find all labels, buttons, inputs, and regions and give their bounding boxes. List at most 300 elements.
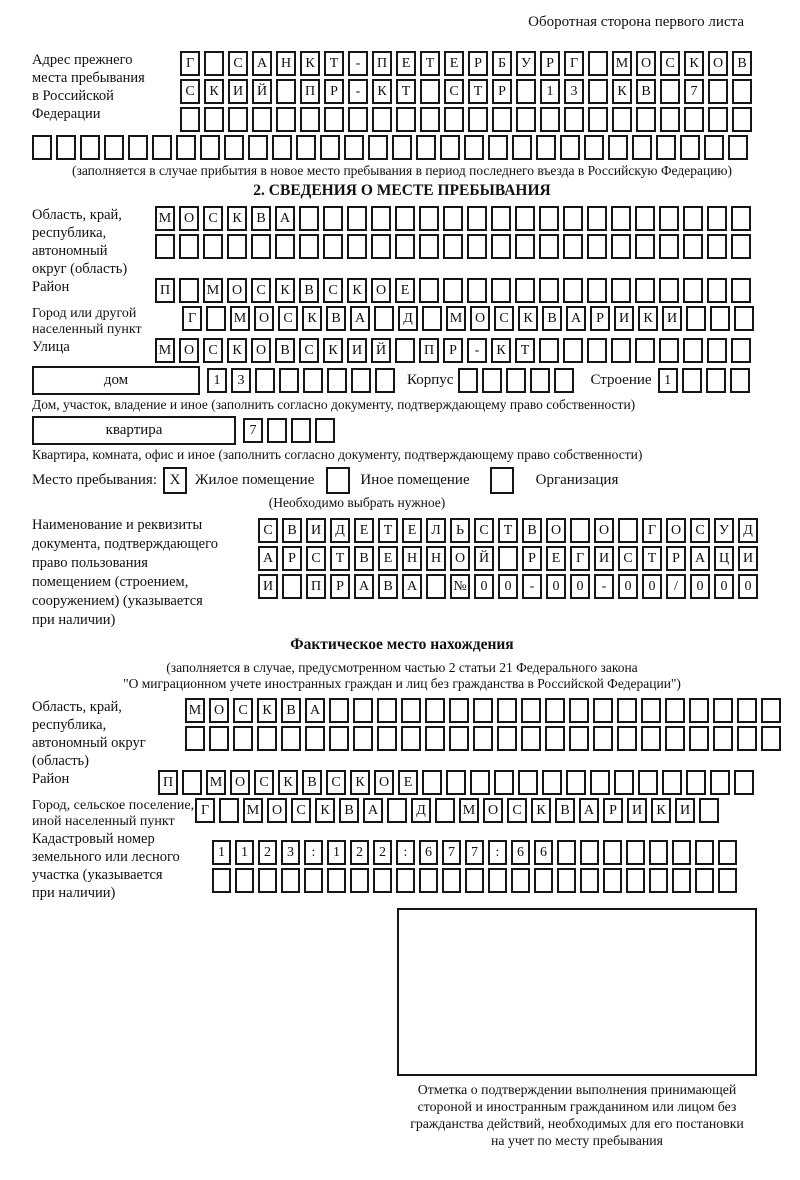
char-cell: И — [614, 306, 634, 331]
char-cell: 3 — [564, 79, 584, 104]
char-cell — [587, 338, 607, 363]
char-cell — [684, 107, 704, 132]
char-cell: 7 — [465, 840, 484, 865]
char-cell — [204, 51, 224, 76]
char-cell — [695, 840, 714, 865]
char-cell — [539, 234, 559, 259]
char-cell — [580, 868, 599, 893]
char-cell — [152, 135, 172, 160]
char-cell — [542, 770, 562, 795]
char-cell: А — [363, 798, 383, 823]
char-cell — [219, 798, 239, 823]
char-cell: А — [305, 698, 325, 723]
char-cell — [371, 234, 391, 259]
char-cell — [564, 107, 584, 132]
char-cell: К — [227, 206, 247, 231]
char-cell: А — [354, 574, 374, 599]
char-cell — [635, 278, 655, 303]
char-cell: П — [300, 79, 320, 104]
char-cell — [649, 840, 668, 865]
char-cell — [375, 368, 395, 393]
char-cell: О — [450, 546, 470, 571]
char-cell: Ц — [714, 546, 734, 571]
char-cell — [329, 698, 349, 723]
char-cell — [708, 79, 728, 104]
char-cell — [491, 234, 511, 259]
char-cell — [588, 107, 608, 132]
char-grid-row — [180, 51, 756, 76]
option-organizaciya-label: Организация — [535, 472, 619, 488]
char-cell — [686, 306, 706, 331]
char-cell: О — [374, 770, 394, 795]
char-cell: Р — [443, 338, 463, 363]
char-cell: И — [662, 306, 682, 331]
char-cell — [104, 135, 124, 160]
char-cell — [563, 206, 583, 231]
char-cell: М — [612, 51, 632, 76]
char-cell — [305, 726, 325, 751]
char-cell: К — [204, 79, 224, 104]
char-cell — [563, 278, 583, 303]
char-cell — [180, 107, 200, 132]
char-cell — [656, 135, 676, 160]
char-cell — [443, 234, 463, 259]
region-label: Область, край, республика, автономный округ (область) — [32, 207, 128, 277]
char-cell — [420, 107, 440, 132]
char-cell: И — [594, 546, 614, 571]
char-cell: О — [179, 338, 199, 363]
char-cell — [545, 726, 565, 751]
char-cell — [281, 726, 301, 751]
char-cell — [731, 278, 751, 303]
char-cell — [465, 868, 484, 893]
char-cell — [516, 107, 536, 132]
char-cell — [420, 79, 440, 104]
char-cell: С — [251, 278, 271, 303]
char-cell — [32, 135, 52, 160]
char-cell: 0 — [498, 574, 518, 599]
char-cell: В — [299, 278, 319, 303]
char-cell: С — [254, 770, 274, 795]
char-cell: 2 — [373, 840, 392, 865]
char-cell — [635, 206, 655, 231]
char-cell: Н — [402, 546, 422, 571]
char-cell: № — [450, 574, 470, 599]
char-cell — [449, 726, 469, 751]
char-cell — [734, 770, 754, 795]
char-cell — [347, 206, 367, 231]
char-cell: С — [507, 798, 527, 823]
char-cell — [680, 135, 700, 160]
char-cell: С — [203, 206, 223, 231]
char-cell: В — [275, 338, 295, 363]
char-cell — [761, 698, 781, 723]
char-cell: О — [251, 338, 271, 363]
char-cell — [416, 135, 436, 160]
char-cell — [683, 278, 703, 303]
char-cell — [267, 418, 287, 443]
char-cell — [737, 726, 757, 751]
char-cell: М — [446, 306, 466, 331]
char-cell: В — [732, 51, 752, 76]
char-cell — [590, 770, 610, 795]
char-cell: Д — [398, 306, 418, 331]
document-label: Наименование и реквизиты документа, подтверждающего право пользования помещением (строением, сооружением) (указывается при наличии) — [32, 517, 218, 628]
char-cell — [373, 868, 392, 893]
char-cell — [515, 206, 535, 231]
char-cell — [683, 206, 703, 231]
char-cell: Е — [354, 518, 374, 543]
char-cell: В — [302, 770, 322, 795]
char-cell — [435, 798, 455, 823]
char-cell: П — [158, 770, 178, 795]
char-cell: Г — [570, 546, 590, 571]
char-cell: С — [278, 306, 298, 331]
char-cell — [442, 868, 461, 893]
char-cell: Р — [324, 79, 344, 104]
char-cell: М — [206, 770, 226, 795]
char-cell — [299, 234, 319, 259]
char-cell — [257, 726, 277, 751]
char-cell — [203, 234, 223, 259]
char-cell: А — [402, 574, 422, 599]
char-cell — [718, 868, 737, 893]
char-cell — [353, 726, 373, 751]
char-cell: : — [396, 840, 415, 865]
char-grid-row — [258, 574, 762, 599]
char-cell — [660, 79, 680, 104]
char-cell — [563, 338, 583, 363]
char-cell: К — [372, 79, 392, 104]
char-grid-row — [195, 798, 723, 823]
char-cell: О — [546, 518, 566, 543]
char-cell: Т — [420, 51, 440, 76]
char-cell — [512, 135, 532, 160]
char-cell — [323, 234, 343, 259]
char-cell — [580, 840, 599, 865]
char-cell: Д — [330, 518, 350, 543]
char-cell — [732, 79, 752, 104]
char-cell — [659, 338, 679, 363]
char-cell — [617, 726, 637, 751]
char-cell — [258, 868, 277, 893]
char-cell — [209, 726, 229, 751]
char-cell — [686, 770, 706, 795]
char-cell: С — [258, 518, 278, 543]
city-field — [32, 306, 772, 338]
char-cell — [761, 726, 781, 751]
char-cell: 6 — [419, 840, 438, 865]
char-cell: С — [494, 306, 514, 331]
char-cell — [632, 135, 652, 160]
char-cell — [731, 338, 751, 363]
char-cell: В — [326, 306, 346, 331]
char-cell: Д — [411, 798, 431, 823]
prev-address-rows — [180, 51, 756, 135]
char-cell: Е — [396, 51, 416, 76]
char-cell: В — [339, 798, 359, 823]
apartment-caption: Квартира, комната, офис и иное (заполнить согласно документу, подтверждающему право собственности) — [32, 447, 643, 462]
char-cell: К — [612, 79, 632, 104]
char-cell — [488, 135, 508, 160]
char-cell: К — [531, 798, 551, 823]
char-cell: 2 — [350, 840, 369, 865]
char-cell — [737, 698, 757, 723]
char-cell: Р — [540, 51, 560, 76]
char-cell — [491, 278, 511, 303]
char-cell — [347, 234, 367, 259]
char-cell: А — [258, 546, 278, 571]
char-cell — [557, 840, 576, 865]
char-cell: К — [350, 770, 370, 795]
char-cell: У — [516, 51, 536, 76]
char-cell — [377, 698, 397, 723]
char-cell — [443, 206, 463, 231]
char-cell — [467, 278, 487, 303]
char-cell — [660, 107, 680, 132]
char-cell — [212, 868, 231, 893]
char-cell — [440, 135, 460, 160]
char-cell: 0 — [474, 574, 494, 599]
char-cell: Г — [642, 518, 662, 543]
char-cell — [608, 135, 628, 160]
char-cell: 1 — [212, 840, 231, 865]
char-cell — [419, 278, 439, 303]
char-cell — [521, 726, 541, 751]
char-cell — [323, 206, 343, 231]
char-cell — [303, 368, 323, 393]
char-cell — [425, 726, 445, 751]
char-cell: 1 — [235, 840, 254, 865]
char-cell — [224, 135, 244, 160]
char-cell: О — [230, 770, 250, 795]
char-cell: О — [254, 306, 274, 331]
char-cell: О — [371, 278, 391, 303]
char-cell: К — [323, 338, 343, 363]
prev-address-label: Адрес прежнего места пребывания в Российской Федерации — [32, 52, 145, 122]
char-cell: 2 — [258, 840, 277, 865]
char-cell — [569, 698, 589, 723]
char-cell — [422, 306, 442, 331]
char-cell: М — [203, 278, 223, 303]
char-cell — [641, 726, 661, 751]
char-cell: О — [470, 306, 490, 331]
char-cell: Й — [252, 79, 272, 104]
char-cell — [534, 868, 553, 893]
char-cell: О — [594, 518, 614, 543]
char-cell — [324, 107, 344, 132]
char-cell: О — [483, 798, 503, 823]
char-cell — [683, 338, 703, 363]
char-cell — [699, 798, 719, 823]
char-cell: Ь — [450, 518, 470, 543]
checkbox-zhiloe: X — [163, 467, 187, 494]
char-cell — [470, 770, 490, 795]
char-cell: Т — [515, 338, 535, 363]
stroenie-label: Строение — [590, 372, 652, 388]
char-cell — [419, 206, 439, 231]
char-cell: - — [348, 79, 368, 104]
char-cell — [276, 107, 296, 132]
char-cell — [482, 368, 502, 393]
char-cell — [713, 698, 733, 723]
char-cell: В — [378, 574, 398, 599]
char-cell — [515, 278, 535, 303]
char-cell — [611, 234, 631, 259]
char-cell — [708, 107, 728, 132]
char-cell: Й — [371, 338, 391, 363]
char-cell — [659, 234, 679, 259]
char-cell — [251, 234, 271, 259]
char-cell: М — [155, 338, 175, 363]
char-cell: 0 — [714, 574, 734, 599]
char-grid-row — [155, 278, 755, 303]
char-cell: Р — [492, 79, 512, 104]
char-cell — [566, 770, 586, 795]
char-cell — [515, 234, 535, 259]
char-cell: 1 — [540, 79, 560, 104]
char-cell — [539, 278, 559, 303]
char-cell — [449, 698, 469, 723]
char-cell: К — [315, 798, 335, 823]
char-cell — [626, 840, 645, 865]
char-cell — [588, 79, 608, 104]
char-cell — [636, 107, 656, 132]
char-grid-row — [32, 135, 772, 160]
char-cell — [588, 51, 608, 76]
char-cell: С — [618, 546, 638, 571]
char-cell: К — [518, 306, 538, 331]
fact-region-label: Область, край, республика, автономный округ (область) — [32, 699, 146, 769]
char-grid-row — [185, 726, 785, 751]
char-cell — [689, 698, 709, 723]
char-cell: С — [306, 546, 326, 571]
char-cell — [272, 135, 292, 160]
char-grid-row — [182, 306, 758, 331]
char-cell — [557, 868, 576, 893]
char-cell: Е — [546, 546, 566, 571]
char-cell: Р — [603, 798, 623, 823]
char-grid-row — [458, 368, 578, 393]
char-cell — [350, 868, 369, 893]
char-cell — [689, 726, 709, 751]
char-cell — [392, 135, 412, 160]
char-cell — [587, 278, 607, 303]
char-cell: К — [651, 798, 671, 823]
char-cell: 0 — [690, 574, 710, 599]
char-cell: 3 — [231, 368, 251, 393]
char-cell — [683, 234, 703, 259]
fact-title: Фактическое место нахождения — [290, 636, 514, 653]
char-cell — [707, 234, 727, 259]
char-cell — [252, 107, 272, 132]
char-cell — [498, 546, 518, 571]
char-cell — [467, 234, 487, 259]
char-cell — [497, 726, 517, 751]
char-cell — [734, 306, 754, 331]
char-cell — [155, 234, 175, 259]
char-cell — [182, 770, 202, 795]
char-cell — [458, 368, 478, 393]
char-cell — [617, 698, 637, 723]
char-cell: А — [350, 306, 370, 331]
char-cell — [227, 234, 247, 259]
apartment-type-box: квартира — [32, 416, 236, 445]
char-cell: Т — [498, 518, 518, 543]
char-cell: В — [281, 698, 301, 723]
char-cell — [276, 79, 296, 104]
char-cell — [731, 234, 751, 259]
char-cell: Т — [396, 79, 416, 104]
char-cell — [611, 278, 631, 303]
char-cell: - — [522, 574, 542, 599]
char-cell — [641, 698, 661, 723]
char-cell — [672, 868, 691, 893]
char-cell: 7 — [243, 418, 263, 443]
cadastre-field — [32, 830, 772, 902]
char-cell: М — [230, 306, 250, 331]
char-cell: К — [347, 278, 367, 303]
char-cell: А — [690, 546, 710, 571]
char-cell: И — [627, 798, 647, 823]
char-grid-row — [658, 368, 754, 393]
char-cell — [593, 726, 613, 751]
char-cell — [511, 868, 530, 893]
char-cell — [464, 135, 484, 160]
char-cell — [299, 206, 319, 231]
char-cell: И — [228, 79, 248, 104]
char-cell — [401, 698, 421, 723]
char-cell: К — [275, 278, 295, 303]
stay-place-row — [32, 466, 772, 495]
char-cell: Г — [182, 306, 202, 331]
char-cell — [516, 79, 536, 104]
char-cell — [731, 206, 751, 231]
char-cell: К — [684, 51, 704, 76]
char-cell: Т — [468, 79, 488, 104]
char-cell: Д — [738, 518, 758, 543]
char-cell — [611, 338, 631, 363]
char-cell — [206, 306, 226, 331]
house-caption: Дом, участок, владение и иное (заполнить согласно документу, подтверждающему право собственности) — [32, 397, 636, 412]
char-cell: : — [304, 840, 323, 865]
fact-district-field — [32, 770, 772, 798]
char-cell — [518, 770, 538, 795]
char-cell — [200, 135, 220, 160]
header-note: Оборотная сторона первого листа — [528, 14, 744, 30]
char-cell — [327, 868, 346, 893]
char-cell — [706, 368, 726, 393]
char-cell: М — [155, 206, 175, 231]
char-cell — [614, 770, 634, 795]
char-cell: Г — [195, 798, 215, 823]
fact-caption: (заполняется в случае, предусмотренном частью 2 статьи 21 Федерального закона "О миграционном учете иностранных граждан и лиц без гражданства в Российской Федерации") — [123, 660, 681, 691]
char-cell: С — [474, 518, 494, 543]
char-cell: 7 — [684, 79, 704, 104]
char-cell — [593, 698, 613, 723]
char-cell: С — [299, 338, 319, 363]
char-cell: / — [666, 574, 686, 599]
char-cell — [618, 518, 638, 543]
char-cell — [282, 574, 302, 599]
char-cell: О — [708, 51, 728, 76]
char-cell: И — [347, 338, 367, 363]
char-cell: В — [542, 306, 562, 331]
apartment-row — [32, 416, 772, 445]
char-cell — [603, 840, 622, 865]
char-cell — [426, 574, 446, 599]
char-cell: 0 — [618, 574, 638, 599]
